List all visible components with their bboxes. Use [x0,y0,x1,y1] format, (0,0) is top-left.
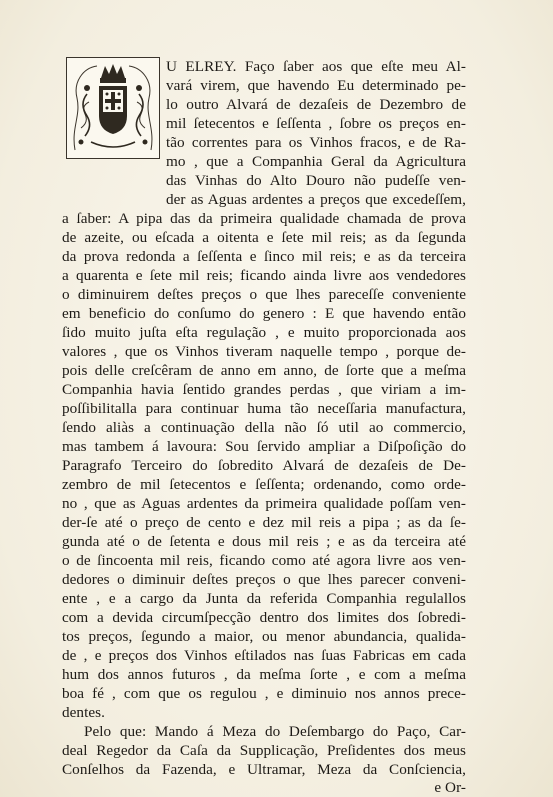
text-line: mas tambem á lavoura: Sou ſervido ampliar a Diſpoſição do [62,438,466,455]
text-line: ſendo aliàs a continuação della não ſó util ao commercio, [62,419,466,436]
text-line: no , que as Aguas ardentes da primeira qualidade poſſam ven- [62,495,466,512]
text-line: de azeite, ou eſcada a oitenta e ſete mil reis; as da ſegunda [62,229,466,246]
text-line: zembro de mil ſetecentos e ſeſſenta; ordenando, como orde- [62,476,466,493]
text-line: Conſelhos da Fazenda, e Ultramar, Meza da Conſciencia, [62,761,466,778]
text-line: der as Aguas ardentes a preços que excedeſſem, [166,191,466,208]
royal-arms-ornament-icon [67,58,159,158]
text-line: a quarenta e ſete mil reis; ficando ainda livre aos vendedores [62,267,466,284]
text-line: em beneficio do conſumo do genero : E que havendo então [62,305,466,322]
text-line: deal Regedor da Caſa da Supplicação, Preſidentes dos meus [62,742,466,759]
text-line: o de ſincoenta mil reis, ficando como até agora livre aos ven- [62,552,466,569]
text-line: lo outro Alvará de dezaſeis de Dezembro de [166,96,466,113]
text-line: ſido muito juſta eſta regulação , e muito proporcionada aos [62,324,466,341]
text-line: der-ſe até o preço de cento e dez mil reis a pipa ; as da ſe- [62,514,466,531]
text-line: boa fé , com que os regulou , e diminuio nos annos prece- [62,685,466,702]
text-line: Companhia havia ſentido grandes perdas , que viriam a im- [62,381,466,398]
text-line: da prova redonda a ſeſſenta e ſinco mil reis; e as da terceira [62,248,466,265]
text-line: valores , que os Vinhos tiveram naquelle tempo , porque de- [62,343,466,360]
text-line: Paragrafo Terceiro do ſobredito Alvará de dezaſeis de De- [62,457,466,474]
text-line: Pelo que: Mando á Meza do Deſembargo do Paço, Car- [84,723,466,740]
text-line: U ELREY. Faço ſaber aos que eſte meu Al- [166,58,466,75]
decorated-initial-e [66,57,160,159]
text-line: das Vinhas do Alto Douro não pudeſſe ven- [166,172,466,189]
text-line: gunda até o de ſetenta e dous mil reis ; e as da terceira até [62,533,466,550]
text-line: mil ſetecentos e ſeſſenta , ſobre os preços en- [166,115,466,132]
text-line: a ſaber: A pipa das da primeira qualidade chamada de prova [62,210,466,227]
text-line: dedores o diminuir deſtes preços o que lhes parecer conveni- [62,571,466,588]
text-line: poſſibilitalla para continuar huma tão neceſſaria manufactura, [62,400,466,417]
text-line: de , e preços dos Vinhos eſtilados nas ſuas Fabricas em cada [62,647,466,664]
text-line: tos preços, ſegundo a maior, ou menor abundancia, qualida- [62,628,466,645]
text-line: o diminuirem deſtes preços o que lhes pareceſſe conveniente [62,286,466,303]
text-line: ente , e a cargo da Junta da referida Companhia regulallos [62,590,466,607]
text-line: tão correntes para os Vinhos fracos, e de Ra- [166,134,466,151]
text-line: pois delle creſcêram de anno em anno, de ſorte que a meſma [62,362,466,379]
catchword: e Or- [434,779,466,796]
text-line: vará virem, que havendo Eu determinado pe- [166,77,466,94]
text-line: com a devida circumſpecção dentro dos limites dos ſobredi- [62,609,466,626]
text-line: hum dos annos futuros , da meſma ſorte , e com a meſma [62,666,466,683]
text-line: mo , que a Companhia Geral da Agricultura [166,153,466,170]
text-line: dentes. [62,704,105,721]
